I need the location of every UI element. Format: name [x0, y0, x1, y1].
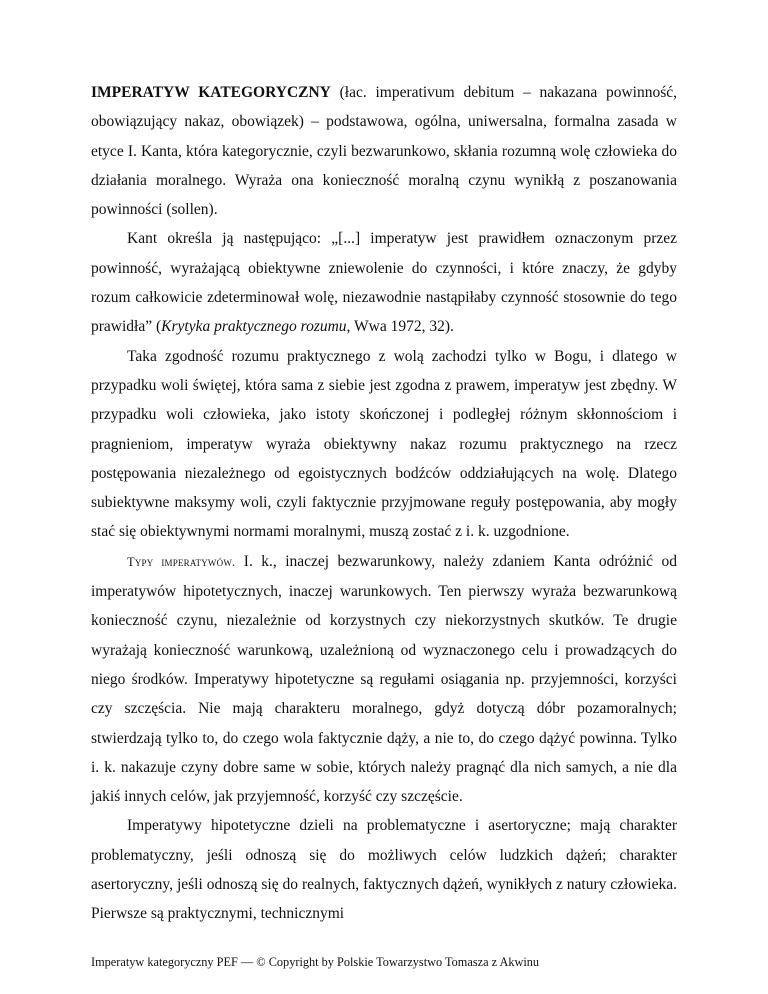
quote-text: Kant określa ją następująco: „[...] imperatyw jest prawidłem oznaczonym przez powinność, wyrażającą obiektywne zniewolenie do czynności, i które znaczy, że gdyby rozum całkowicie zdeterminował wolę, niezawodnie nastąpiłaby czynność stosownie do tego prawidła” (: [91, 230, 677, 336]
definition-text: (łac. imperativum debitum – nakazana powinność, obowiązujący nakaz, obowiązek) – podstawowa, ogólna, uniwersalna, formalna zasada w etyce I. Kanta, która kategorycznie, czyli bezwarunkowo, skłania rozumną wolę człowieka do działania moralnego. Wyraża ona konieczność moralną czynu wynikłą z poszanowania powinności (sollen).: [91, 84, 677, 219]
section-subheading: Typy imperatywów.: [127, 554, 236, 569]
paragraph-text: I. k., inaczej bezwarunkowy, należy zdaniem Kanta odróżnić od imperatywów hipotetycznych, inaczej warunkowych. Ten pierwszy wyraża bezwarunkową konieczność czynu, niezależnie od korzystnych czy niekorzystnych skutków. Te drugie wyrażają konieczność warunkową, uzależnioną od wyznaczonego celu i prowadzących do niego środków. Imperatywy hipotetyczne są regułami osiągania np. przyjemności, korzyści czy szczęścia. Nie mają charakteru moralnego, gdyż dotyczą dóbr pozamoralnych; stwierdzają tylko to, do czego wola faktycznie dąży, a nie to, do czego dążyć powinna. Tylko i. k. nakazuje czyny dobre same w sobie, których należy pragnąć dla nich samych, a nie dla jakiś innych celów, jak przyjemność, korzyść czy szczęście.: [91, 552, 677, 806]
paragraph-kant-quote: [91, 224, 677, 341]
paragraph-types: [91, 547, 677, 812]
citation-tail: , Wwa 1972, 32).: [346, 318, 454, 336]
paragraph-text: Imperatywy hipotetyczne dzieli na problematyczne i asertoryczne; mają charakter problematyczny, jeśli odnoszą się do możliwych celów ludzkich dążeń; charakter asertoryczny, jeśli odnoszą się do realnych, faktycznych dążeń, wynikłych z natury człowieka. Pierwsze są praktycznymi, technicznymi: [91, 817, 677, 923]
paragraph-hypothetical: [91, 811, 677, 928]
article-body: [91, 78, 677, 929]
page-footer: Imperatyw kategoryczny PEF — © Copyright by Polskie Towarzystwo Tomasza z Akwinu: [91, 955, 540, 969]
paragraph-text: Taka zgodność rozumu praktycznego z wolą zachodzi tylko w Bogu, i dlatego w przypadku woli świętej, która sama z siebie jest zgodna z prawem, imperatyw jest zbędny. W przypadku woli człowieka, jako istoty skończonej i podległej różnym skłonnościom i pragnieniom, imperatyw wyraża obiektywny nakaz rozumu praktycznego na rzecz postępowania niezależnego od egoistycznych bodźców oddziałujących na wolę. Dlatego subiektywne maksymy woli, czyli faktycznie przyjmowane reguły postępowania, aby mogły stać się obiektywnymi normami moralnymi, muszą zostać z i. k. uzgodnione.: [91, 347, 677, 541]
paragraph-definition: [91, 78, 677, 224]
cited-work-title: Krytyka praktycznego rozumu: [161, 318, 347, 336]
paragraph-god-will: [91, 342, 677, 547]
entry-heading: IMPERATYW KATEGORYCZNY: [91, 84, 331, 101]
